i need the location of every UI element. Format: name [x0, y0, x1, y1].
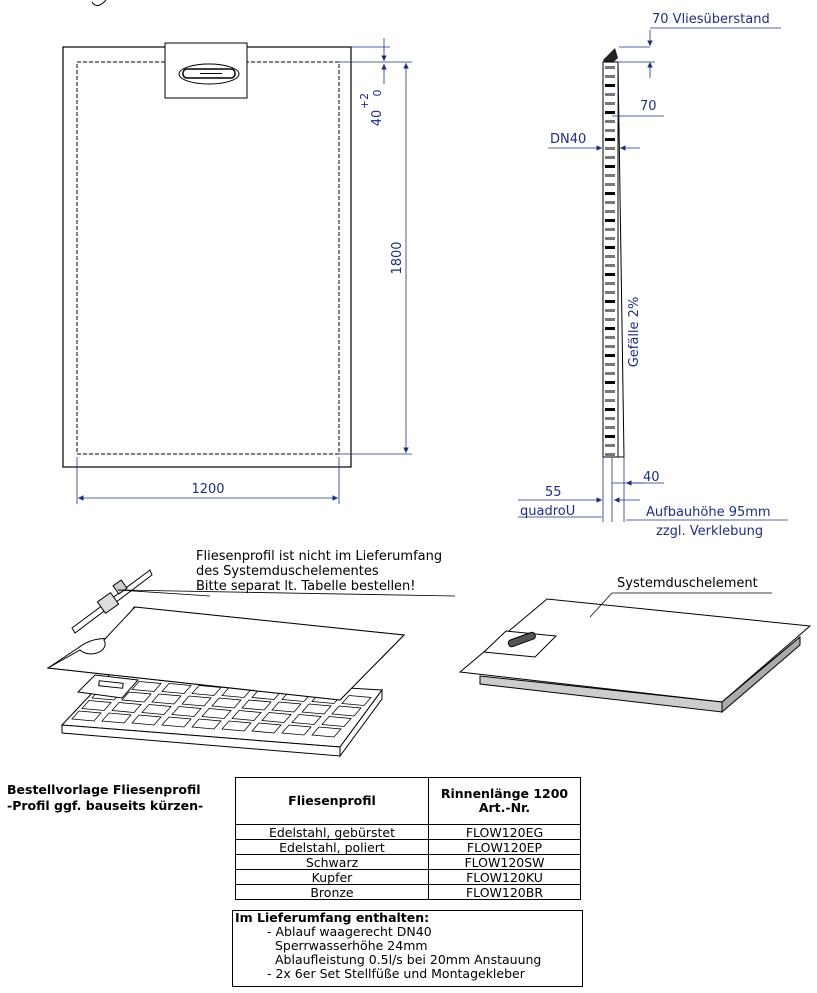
profile-name: Schwarz	[236, 855, 429, 870]
article-number: FLOW120SW	[429, 855, 581, 870]
offset-dimension: 40	[370, 109, 385, 127]
profile-note-2: des Systemduschelementes	[196, 564, 379, 579]
scope-line-1: - Ablauf waagerecht DN40	[267, 924, 432, 939]
slope-label: Gefälle 2%	[627, 296, 642, 368]
exploded-view	[48, 570, 810, 756]
dn40-label: DN40	[550, 132, 587, 147]
scope-line-2: Sperrwasserhöhe 24mm	[275, 938, 428, 953]
article-number: FLOW120EG	[429, 825, 581, 840]
profile-note-1: Fliesenprofil ist nicht im Lieferumfang	[196, 549, 443, 564]
table-row	[236, 870, 581, 885]
header-length	[429, 778, 581, 825]
table-row	[236, 855, 581, 870]
profile-name: Kupfer	[236, 870, 429, 885]
dim-55: 55	[545, 485, 562, 500]
profile-table	[235, 777, 581, 900]
scope-of-delivery-box	[232, 910, 583, 987]
element-label: Systemduschelement	[617, 576, 758, 591]
order-title-line-1: Bestellvorlage Fliesenprofil	[7, 782, 201, 797]
table-row	[236, 840, 581, 855]
order-title-line-2: -Profil ggf. bauseits kürzen-	[7, 798, 204, 813]
tolerance-zero: 0	[371, 89, 384, 97]
quadrou-label: quadroU	[520, 504, 576, 519]
tray-inner-edge	[77, 62, 339, 454]
scope-line-3: Ablaufleistung 0.5l/s bei 20mm Anstauung	[275, 952, 542, 967]
scope-line-4: - 2x 6er Set Stellfüße und Montagekleber	[267, 966, 525, 981]
dim-40: 40	[643, 470, 660, 485]
shower-tray-outline	[63, 47, 351, 467]
section-view	[518, 12, 788, 539]
table-row	[236, 885, 581, 900]
profile-name: Edelstahl, poliert	[236, 840, 429, 855]
height-label: Aufbauhöhe 95mm	[646, 505, 771, 520]
header-profile: Fliesenprofil	[236, 778, 429, 825]
length-dimension: 1800	[390, 241, 405, 275]
article-number: FLOW120KU	[429, 870, 581, 885]
dim-70: 70	[640, 99, 657, 114]
bonding-label: zzgl. Verklebung	[656, 524, 764, 539]
article-number: FLOW120EP	[429, 840, 581, 855]
plan-view	[63, 0, 412, 504]
profile-note-3: Bitte separat lt. Tabelle bestellen!	[196, 579, 416, 594]
order-template-title	[7, 782, 203, 814]
profile-name: Edelstahl, gebürstet	[236, 825, 429, 840]
table-row	[236, 825, 581, 840]
table-header-row	[236, 778, 581, 825]
article-number: FLOW120BR	[429, 885, 581, 900]
scope-title: Im Lieferumfang enthalten:	[235, 910, 430, 925]
width-dimension: 1200	[191, 482, 225, 497]
fleece-overhang-label: 70 Vliesüberstand	[652, 12, 770, 27]
header-artnr-label: Art.-Nr.	[478, 800, 531, 815]
profile-name: Bronze	[236, 885, 429, 900]
tolerance-plus: +2	[358, 92, 371, 110]
header-length-label: Rinnenlänge 1200	[440, 786, 569, 801]
